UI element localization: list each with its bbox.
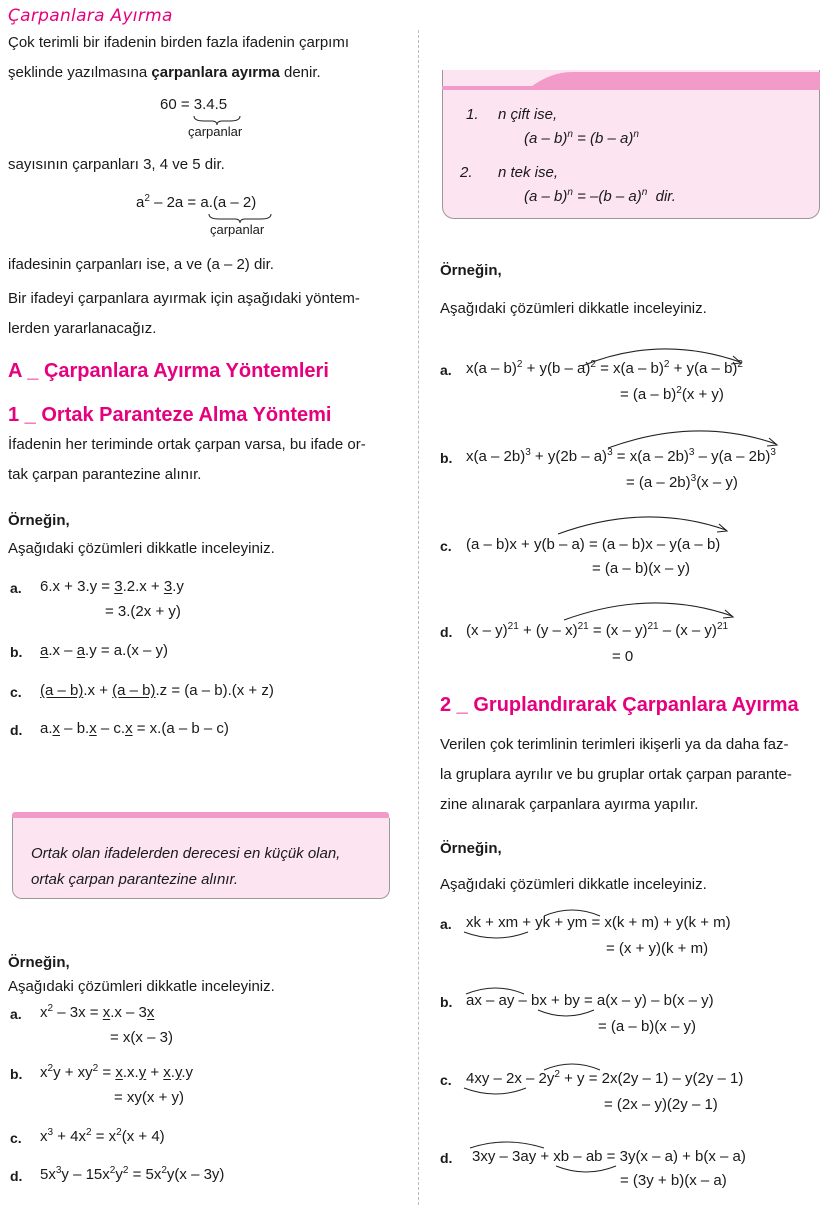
- example-3-title: Örneğin,: [440, 262, 502, 279]
- example-1-text: Aşağıdaki çözümleri dikkatle inceleyiniz.: [8, 540, 275, 557]
- item-3d-line2: = 0: [612, 648, 634, 665]
- example-2-title: Örneğin,: [8, 954, 70, 971]
- group-arc-4a-1: [462, 930, 532, 942]
- section-a-heading: A _ Çarpanlara Ayırma Yöntemleri: [8, 360, 329, 382]
- group-arc-4c-1: [462, 1086, 530, 1098]
- intro-paragraph-2: [8, 284, 408, 344]
- group-arc-4a-2: [542, 906, 604, 918]
- intro-paragraph: [8, 28, 408, 88]
- brace-label-1: çarpanlar: [188, 124, 243, 139]
- group-arc-4d-2: [554, 1164, 620, 1176]
- group-arc-4d-1: [468, 1138, 548, 1150]
- item-label-a: a.: [440, 362, 452, 378]
- item-label-b: b.: [440, 994, 453, 1010]
- group-arc-4c-2: [542, 1060, 604, 1072]
- item-label-d: d.: [440, 624, 453, 640]
- item-label-b: b.: [440, 450, 453, 466]
- item-label-b: b.: [10, 644, 23, 660]
- section-1-text: [8, 430, 408, 490]
- note-2-item-2-text: n tek ise,: [498, 164, 559, 181]
- column-divider: [418, 30, 419, 1205]
- item-4d-line1: 3xy – 3ay + xb – ab = 3y(x – a) + b(x – a): [472, 1148, 746, 1165]
- note-2-item-1-text: n çift ise,: [498, 106, 558, 123]
- item-label-d: d.: [10, 722, 23, 738]
- item-3a-line2: = (a – b)$^2$(x + y): [620, 385, 724, 403]
- item-2a-line1: $x^2 - 3x = x.x - 3x$: [40, 1003, 155, 1021]
- note-1-line-2: ortak çarpan parantezine alınır.: [31, 871, 239, 888]
- intro-line-2: şeklinde yazılmasına çarpanlara ayırma denir.: [8, 64, 321, 81]
- section-1-heading: 1 _ Ortak Paranteze Alma Yöntemi: [8, 404, 332, 426]
- item-label-c: c.: [440, 538, 452, 554]
- item-2d: $5x^3y - 15x^2y^2 = 5x^2y(x - 3y)$: [40, 1165, 225, 1183]
- item-label-a: a.: [440, 916, 452, 932]
- item-label-c: c.: [10, 684, 22, 700]
- item-4a-line1: xk + xm + yk + ym = x(k + m) + y(k + m): [466, 914, 731, 931]
- example-3-text: Aşağıdaki çözümleri dikkatle inceleyiniz.: [440, 300, 707, 317]
- item-label-c: c.: [10, 1130, 22, 1146]
- example-4-title: Örneğin,: [440, 840, 502, 857]
- group-arc-4b-2: [536, 1008, 598, 1020]
- intro-line-3: sayısının çarpanları 3, 4 ve 5 dir.: [8, 156, 225, 173]
- intro-line-4: ifadesinin çarpanları ise, a ve (a – 2) dir.: [8, 256, 274, 273]
- item-4b-line1: ax – ay – bx + by = a(x – y) – b(x – y): [466, 992, 714, 1009]
- section-2-line-3: zine alınarak çarpanlara ayırma yapılır.: [440, 796, 699, 813]
- page-title: Çarpanlara Ayırma: [8, 6, 173, 26]
- example-2-text: Aşağıdaki çözümleri dikkatle inceleyiniz.: [8, 978, 275, 995]
- item-4c-line1: $4xy - 2x - 2y^2 + y = 2x(2y - 1) - y(2y - 1)$: [466, 1069, 744, 1087]
- intro-line-5: Bir ifadeyi çarpanlara ayırmak için aşağıdaki yöntem-: [8, 290, 360, 307]
- item-label-d: d.: [440, 1150, 453, 1166]
- item-3b-line2: = (a – 2b)$^3$(x – y): [626, 473, 738, 491]
- intro-line-1: Çok terimli bir ifadenin birden fazla ifadenin çarpımı: [8, 34, 349, 51]
- item-4a-line2: = (x + y)(k + m): [606, 940, 709, 957]
- item-3c-line1: (a – b)x + y(b – a) = (a – b)x – y(a – b): [466, 536, 721, 553]
- equation-60: 60 = 3.4.5: [160, 96, 228, 113]
- term-bold: çarpanlara ayırma: [151, 64, 280, 81]
- intro-line-6: lerden yararlanacağız.: [8, 320, 157, 337]
- section-1-line-2: tak çarpan parantezine alınır.: [8, 466, 202, 483]
- item-3a-line1: x(a – b)$^2$ + y(b – a)$^2$ = x(a – b)$^2$ + y(a – b)$^2$: [466, 359, 743, 377]
- note-1-line-1: Ortak olan ifadelerden derecesi en küçük olan,: [31, 845, 341, 862]
- section-2-heading: 2 _ Gruplandırarak Çarpanlara Ayırma: [440, 694, 799, 716]
- item-1b: a.x – a.y = a.(x – y): [40, 642, 168, 659]
- section-2-line-1: Verilen çok terimlinin terimleri ikişerli ya da daha faz-: [440, 736, 789, 753]
- item-4c-line2: = (2x – y)(2y – 1): [604, 1096, 718, 1113]
- item-4d-line2: = (3y + b)(x – a): [620, 1172, 727, 1189]
- item-label-a: a.: [10, 1006, 22, 1022]
- item-label-b: b.: [10, 1066, 23, 1082]
- item-2a-line2: = x(x – 3): [110, 1029, 173, 1046]
- item-1a-line1: 6.x + 3.y = 3.2.x + 3.y: [40, 578, 184, 595]
- example-1-title: Örneğin,: [8, 512, 70, 529]
- item-2b-line2: = xy(x + y): [114, 1089, 185, 1106]
- item-label-d: d.: [10, 1168, 23, 1184]
- section-2-text: [440, 730, 830, 820]
- group-arc-4b-1: [464, 984, 528, 996]
- item-3d-line1: (x – y)$^{21}$ + (y – x)$^{21}$ = (x – y)$^{21}$ – (x – y)$^{21}$: [466, 621, 729, 639]
- item-4b-line2: = (a – b)(x – y): [598, 1018, 696, 1035]
- item-3b-line1: x(a – 2b)$^3$ + y(2b – a)$^3$ = x(a – 2b)$^3$ – y(a – 2b)$^3$: [466, 447, 776, 465]
- item-1a-line2: = 3.(2x + y): [105, 603, 181, 620]
- section-1-line-1: İfadenin her teriminde ortak çarpan varsa, bu ifade or-: [8, 436, 366, 453]
- note-2-item-1-number: 1.: [466, 106, 479, 123]
- brace-label-2: çarpanlar: [210, 222, 265, 237]
- note-1-box: [12, 818, 390, 899]
- item-1c: (a – b).x + (a – b).z = (a – b).(x + z): [40, 682, 274, 699]
- item-label-c: c.: [440, 1072, 452, 1088]
- note-2-item-1-eq: (a – b)$^n$ = (b – a)$^n$: [524, 129, 639, 147]
- item-label-a: a.: [10, 580, 22, 596]
- item-1d: a.x – b.x – c.x = x.(a – b – c): [40, 720, 229, 737]
- example-4-text: Aşağıdaki çözümleri dikkatle inceleyiniz.: [440, 876, 707, 893]
- item-2c: $x^3 + 4x^2 = x^2(x + 4)$: [40, 1127, 165, 1145]
- note-2-item-2-eq: (a – b)$^n$ = –(b – a)$^n$ dir.: [524, 187, 676, 205]
- note-2-top-bar: [442, 68, 820, 92]
- section-2-line-2: la gruplara ayrılır ve bu gruplar ortak çarpan parante-: [440, 766, 792, 783]
- item-3c-line2: = (a – b)(x – y): [592, 560, 690, 577]
- item-2b-line1: $x^2y + xy^2 = x.x.y + x.y.y$: [40, 1063, 194, 1081]
- equation-a2: $a^2 - 2a = a.(a - 2)$: [136, 193, 257, 211]
- note-2-item-2-number: 2.: [460, 164, 473, 181]
